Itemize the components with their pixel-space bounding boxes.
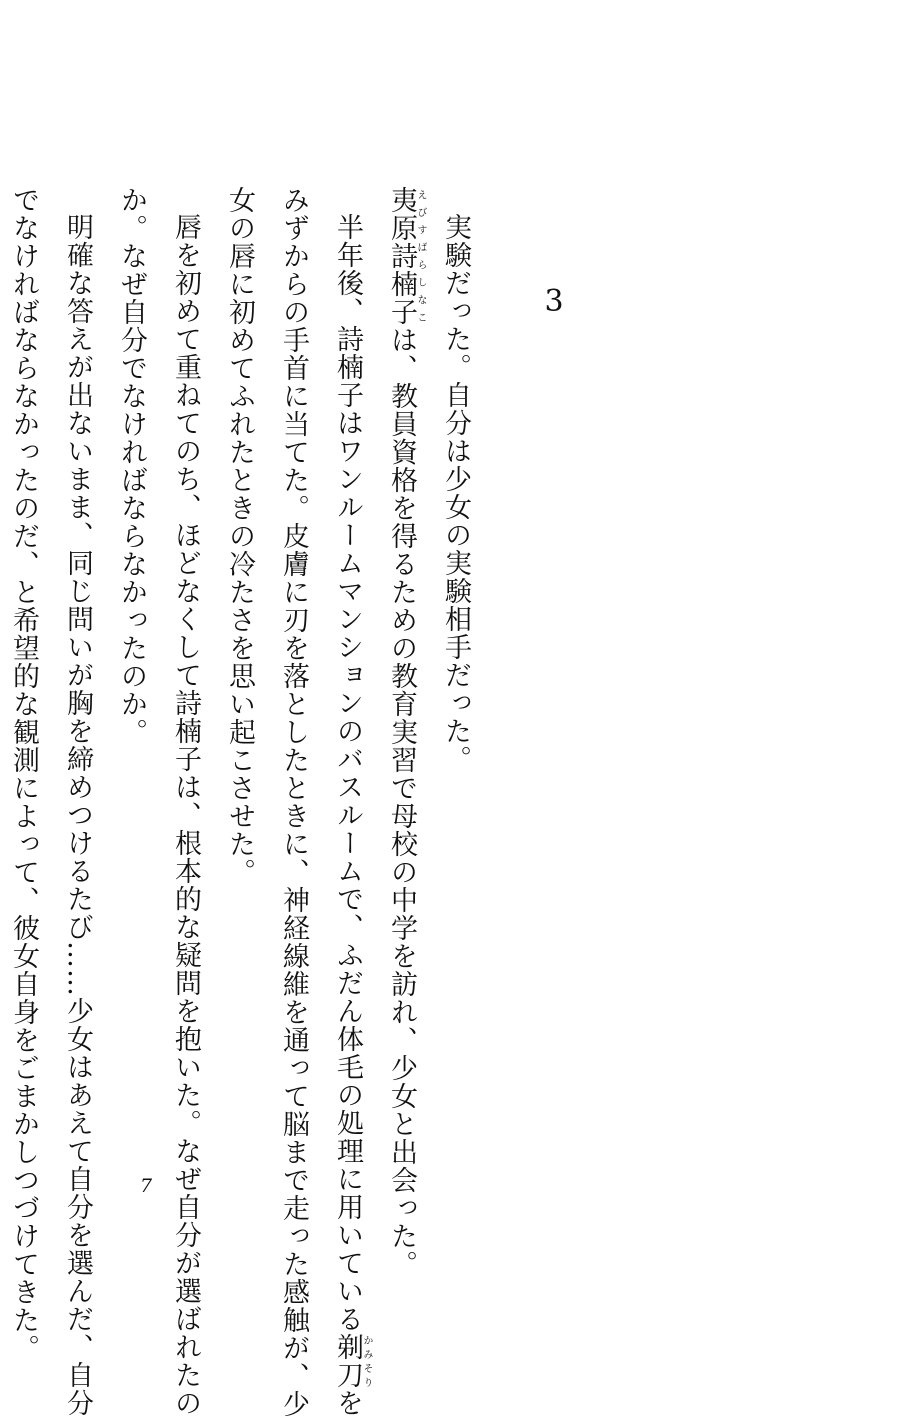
text-line: みずからの手首に当てた。皮膚に刃を落としたときに、神経線維を通って脳まで走った感触が、少 (278, 186, 309, 1418)
text-run: 半年後、詩楠子はワンルームマンションのバスルームで、ふだん体毛の処理に用いている (332, 213, 363, 1333)
text-line: 女の唇に初めてふれたときの冷たさを思い起こさせた。 (224, 186, 255, 886)
word-ruby (332, 1333, 372, 1389)
ruby-reading: かみそり (361, 1333, 372, 1389)
text-line-with-ruby (320, 186, 374, 1417)
text-line: 唇を初めて重ねてのち、ほどなくして詩楠子は、根本的な疑問を抱いた。なぜ自分が選ばれたの (170, 213, 201, 1417)
text-line: 明確な答えが出ないまま、同じ問いが胸を締めつけるたび……少女はあえて自分を選んだ、自分 (62, 213, 93, 1417)
text-line: でなければならなかったのだ、と希望的な観測によって、彼女自身をごまかしつづけてきた。 (8, 186, 39, 1362)
text-run: は、教員資格を得るための教育実習で母校の中学を訪れ、少女と出会った。 (386, 326, 417, 1278)
text-line: 実験だった。自分は少女の実験相手だった。 (440, 213, 471, 773)
ruby-reading: えびすばらしなこ (415, 186, 426, 326)
ruby-base: 夷原詩楠子 (386, 186, 417, 326)
text-line-with-ruby (374, 186, 428, 1278)
name-ruby (386, 186, 426, 326)
ruby-base: 剃刀 (332, 1333, 363, 1389)
text-run: を (332, 1389, 363, 1417)
text-line: か。なぜ自分でなければならなかったのか。 (116, 186, 147, 746)
chapter-number: 3 (544, 284, 564, 319)
page-number: 7 (139, 1175, 153, 1197)
body-text (0, 186, 482, 1418)
